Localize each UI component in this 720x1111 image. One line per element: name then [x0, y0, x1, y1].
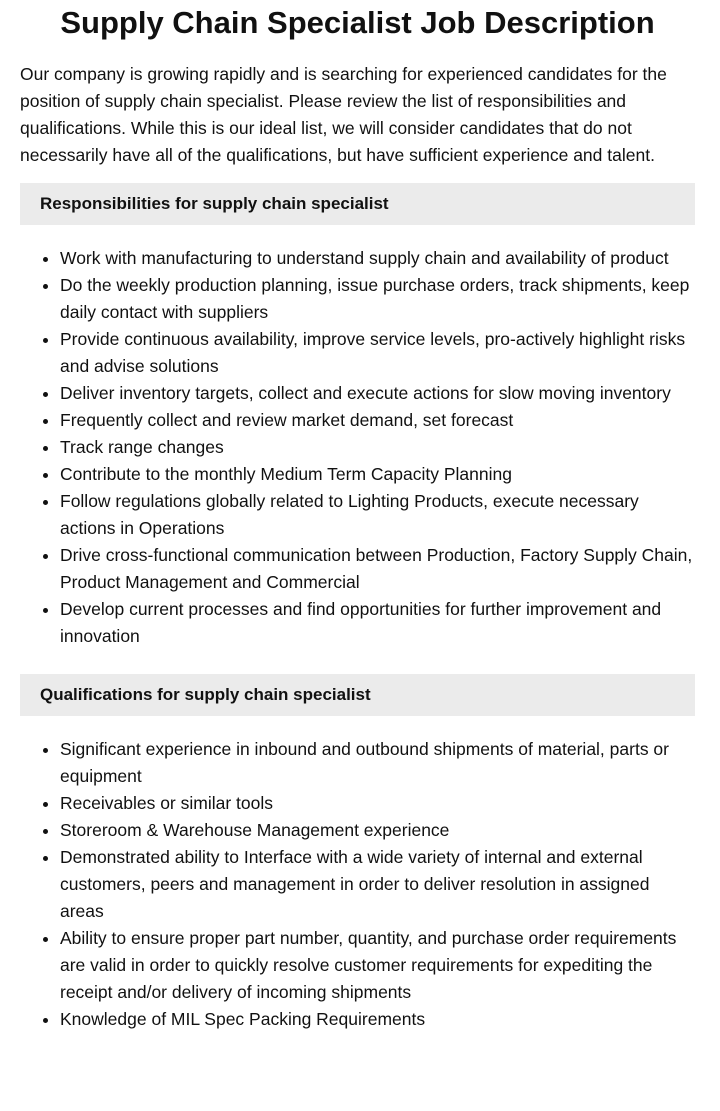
list-item: • Develop current processes and find opportunities for further improvement and innovation: [60, 596, 695, 650]
list-item: • Drive cross-functional communication between Production, Factory Supply Chain, Product Management and Commercial: [60, 542, 695, 596]
list-item: • Frequently collect and review market demand, set forecast: [60, 407, 695, 434]
qualifications-list: [20, 736, 695, 1033]
list-item: • Do the weekly production planning, issue purchase orders, track shipments, keep daily contact with suppliers: [60, 272, 695, 326]
responsibilities-list: [20, 245, 695, 650]
list-item: • Knowledge of MIL Spec Packing Requirements: [60, 1006, 695, 1033]
intro-paragraph: Our company is growing rapidly and is searching for experienced candidates for the position of supply chain specialist. Please review the list of responsibilities and qualifications. While this is our ideal list, we will consider candidates that do not necessarily have all of the qualifications, but have sufficient experience and talent.: [20, 64, 667, 165]
list-item: • Receivables or similar tools: [60, 790, 695, 817]
list-item: • Significant experience in inbound and outbound shipments of material, parts or equipment: [60, 736, 695, 790]
list-item: • Storeroom & Warehouse Management experience: [60, 817, 695, 844]
list-item: • Deliver inventory targets, collect and execute actions for slow moving inventory: [60, 380, 695, 407]
list-item: • Follow regulations globally related to Lighting Products, execute necessary actions in Operations: [60, 488, 695, 542]
list-item: • Ability to ensure proper part number, quantity, and purchase order requirements are valid in order to quickly resolve customer requirements for expediting the receipt and/or delivery of incoming shipments: [60, 925, 695, 1006]
qualifications-heading: Qualifications for supply chain specialist: [20, 674, 695, 716]
responsibilities-heading: Responsibilities for supply chain specialist: [20, 183, 695, 225]
list-item: • Work with manufacturing to understand supply chain and availability of product: [60, 245, 695, 272]
list-item: • Track range changes: [60, 434, 695, 461]
list-item: • Demonstrated ability to Interface with a wide variety of internal and external customers, peers and management in order to deliver resolution in assigned areas: [60, 844, 695, 925]
list-item: • Contribute to the monthly Medium Term Capacity Planning: [60, 461, 695, 488]
page-title: Supply Chain Specialist Job Description: [60, 5, 655, 40]
list-item: • Provide continuous availability, improve service levels, pro-actively highlight risks and advise solutions: [60, 326, 695, 380]
